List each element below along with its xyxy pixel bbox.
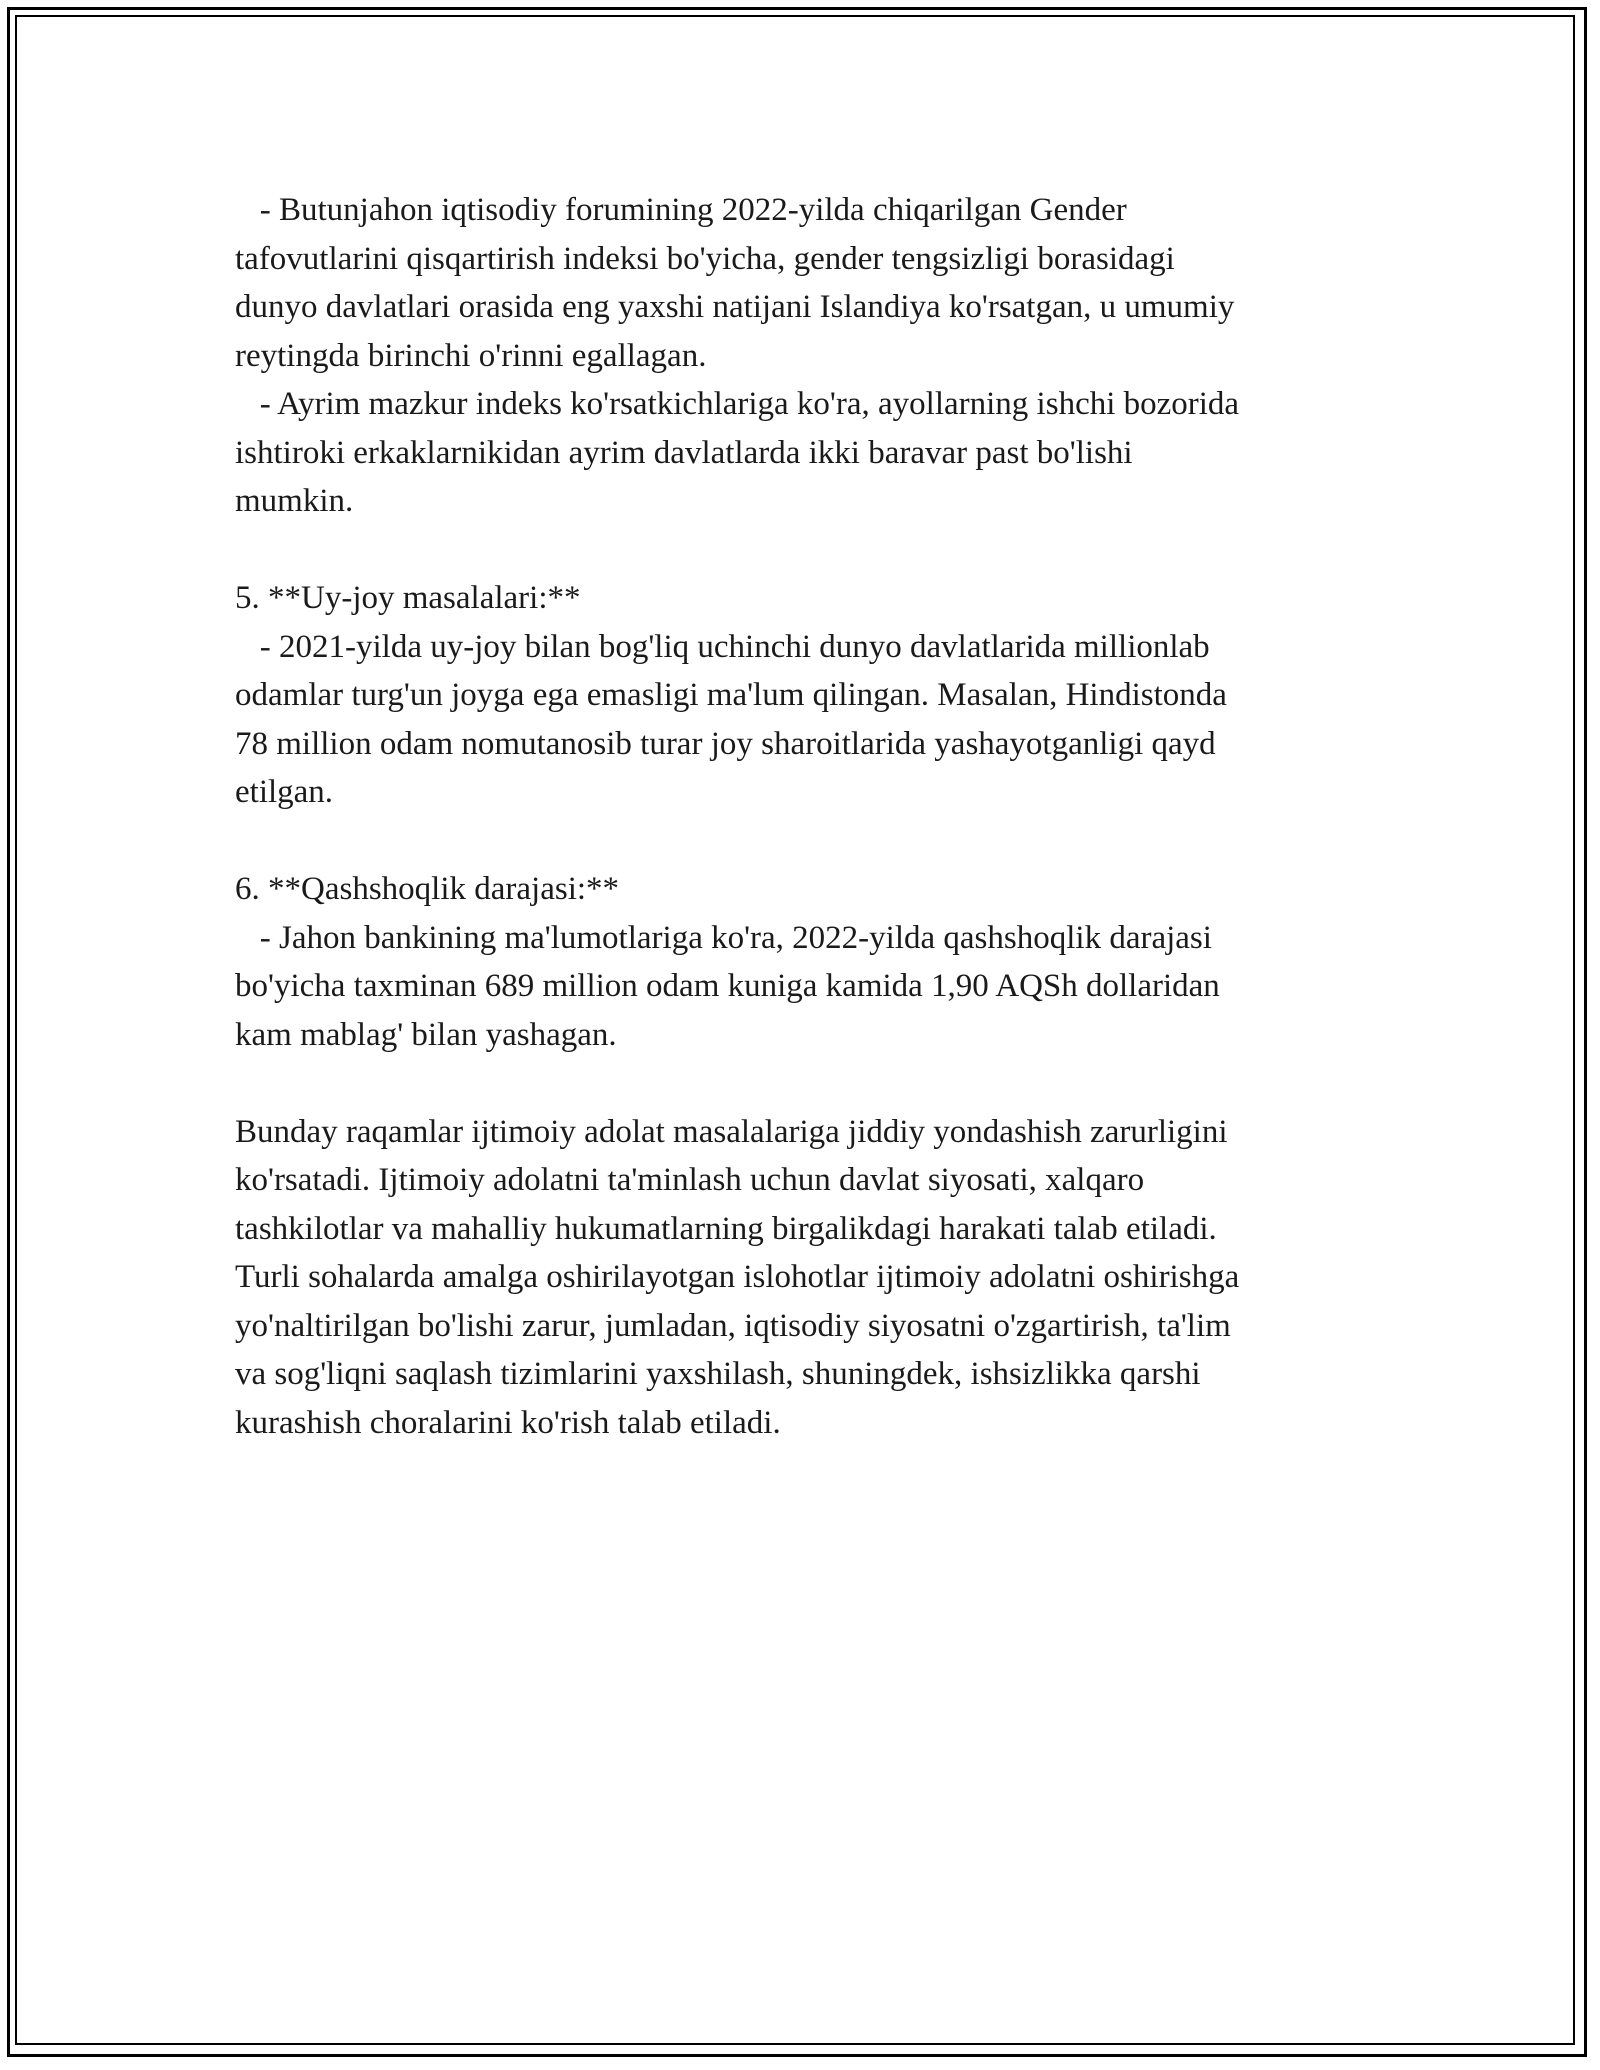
text-line: Turli sohalarda amalga oshirilayotgan islohotlar ijtimoiy adolatni oshirishga <box>235 1259 1240 1295</box>
text-line: - 2021-yilda uy-joy bilan bog'liq uchinchi dunyo davlatlarida millionlab <box>235 628 1210 665</box>
section-heading: 5. **Uy-joy masalalari:** <box>235 580 581 616</box>
conclusion-paragraph <box>235 1108 1395 1448</box>
text-line: ko'rsatadi. Ijtimoiy adolatni ta'minlash uchun davlat siyosati, xalqaro <box>235 1162 1145 1198</box>
text-line: dunyo davlatlari orasida eng yaxshi natijani Islandiya ko'rsatgan, u umumiy <box>235 289 1235 325</box>
text-line: 78 million odam nomutanosib turar joy sharoitlarida yashayotganligi qayd <box>235 725 1216 762</box>
text-line: - Ayrim mazkur indeks ko'rsatkichlariga ko'ra, ayollarning ishchi bozorida <box>235 386 1240 422</box>
text-line: yo'naltirilgan bo'lishi zarur, jumladan, iqtisodiy siyosatni o'zgartirish, ta'lim <box>235 1307 1231 1344</box>
section-heading: 6. **Qashshoqlik darajasi:** <box>235 871 620 907</box>
text-line: va sog'liqni saqlash tizimlarini yaxshilash, shuningdek, ishsizlikka qarshi <box>235 1356 1201 1392</box>
section-housing <box>235 574 1395 817</box>
text-line: bo'yicha taxminan 689 million odam kuniga kamida 1,90 AQSh dollaridan <box>235 968 1220 1004</box>
text-line: tashkilotlar va mahalliy hukumatlarning birgalikdagi harakati talab etiladi. <box>235 1210 1217 1247</box>
text-line: odamlar turg'un joyga ega emasligi ma'lum qilingan. Masalan, Hindistonda <box>235 677 1227 713</box>
text-line: - Butunjahon iqtisodiy forumining 2022-yilda chiqarilgan Gender <box>235 192 1127 228</box>
document-body <box>235 186 1395 1447</box>
text-line: mumkin. <box>235 483 354 519</box>
paragraph-spacer <box>235 817 1395 866</box>
text-line: - Jahon bankining ma'lumotlariga ko'ra, 2022-yilda qashshoqlik darajasi <box>235 919 1212 956</box>
paragraph-spacer <box>235 1059 1395 1108</box>
text-line: ishtiroki erkaklarnikidan ayrim davlatlarda ikki baravar past bo'lishi <box>235 434 1133 471</box>
text-line: tafovutlarini qisqartirish indeksi bo'yicha, gender tengsizligi borasidagi <box>235 240 1175 277</box>
section-poverty <box>235 865 1395 1059</box>
text-line: kurashish choralarini ko'rish talab etiladi. <box>235 1404 781 1441</box>
paragraph-spacer <box>235 526 1395 575</box>
text-line: etilgan. <box>235 774 334 810</box>
text-line: reytingda birinchi o'rinni egallagan. <box>235 337 707 374</box>
text-line: kam mablag' bilan yashagan. <box>235 1016 617 1053</box>
intro-block <box>235 186 1395 526</box>
text-line: Bunday raqamlar ijtimoiy adolat masalalariga jiddiy yondashish zarurligini <box>235 1113 1228 1150</box>
